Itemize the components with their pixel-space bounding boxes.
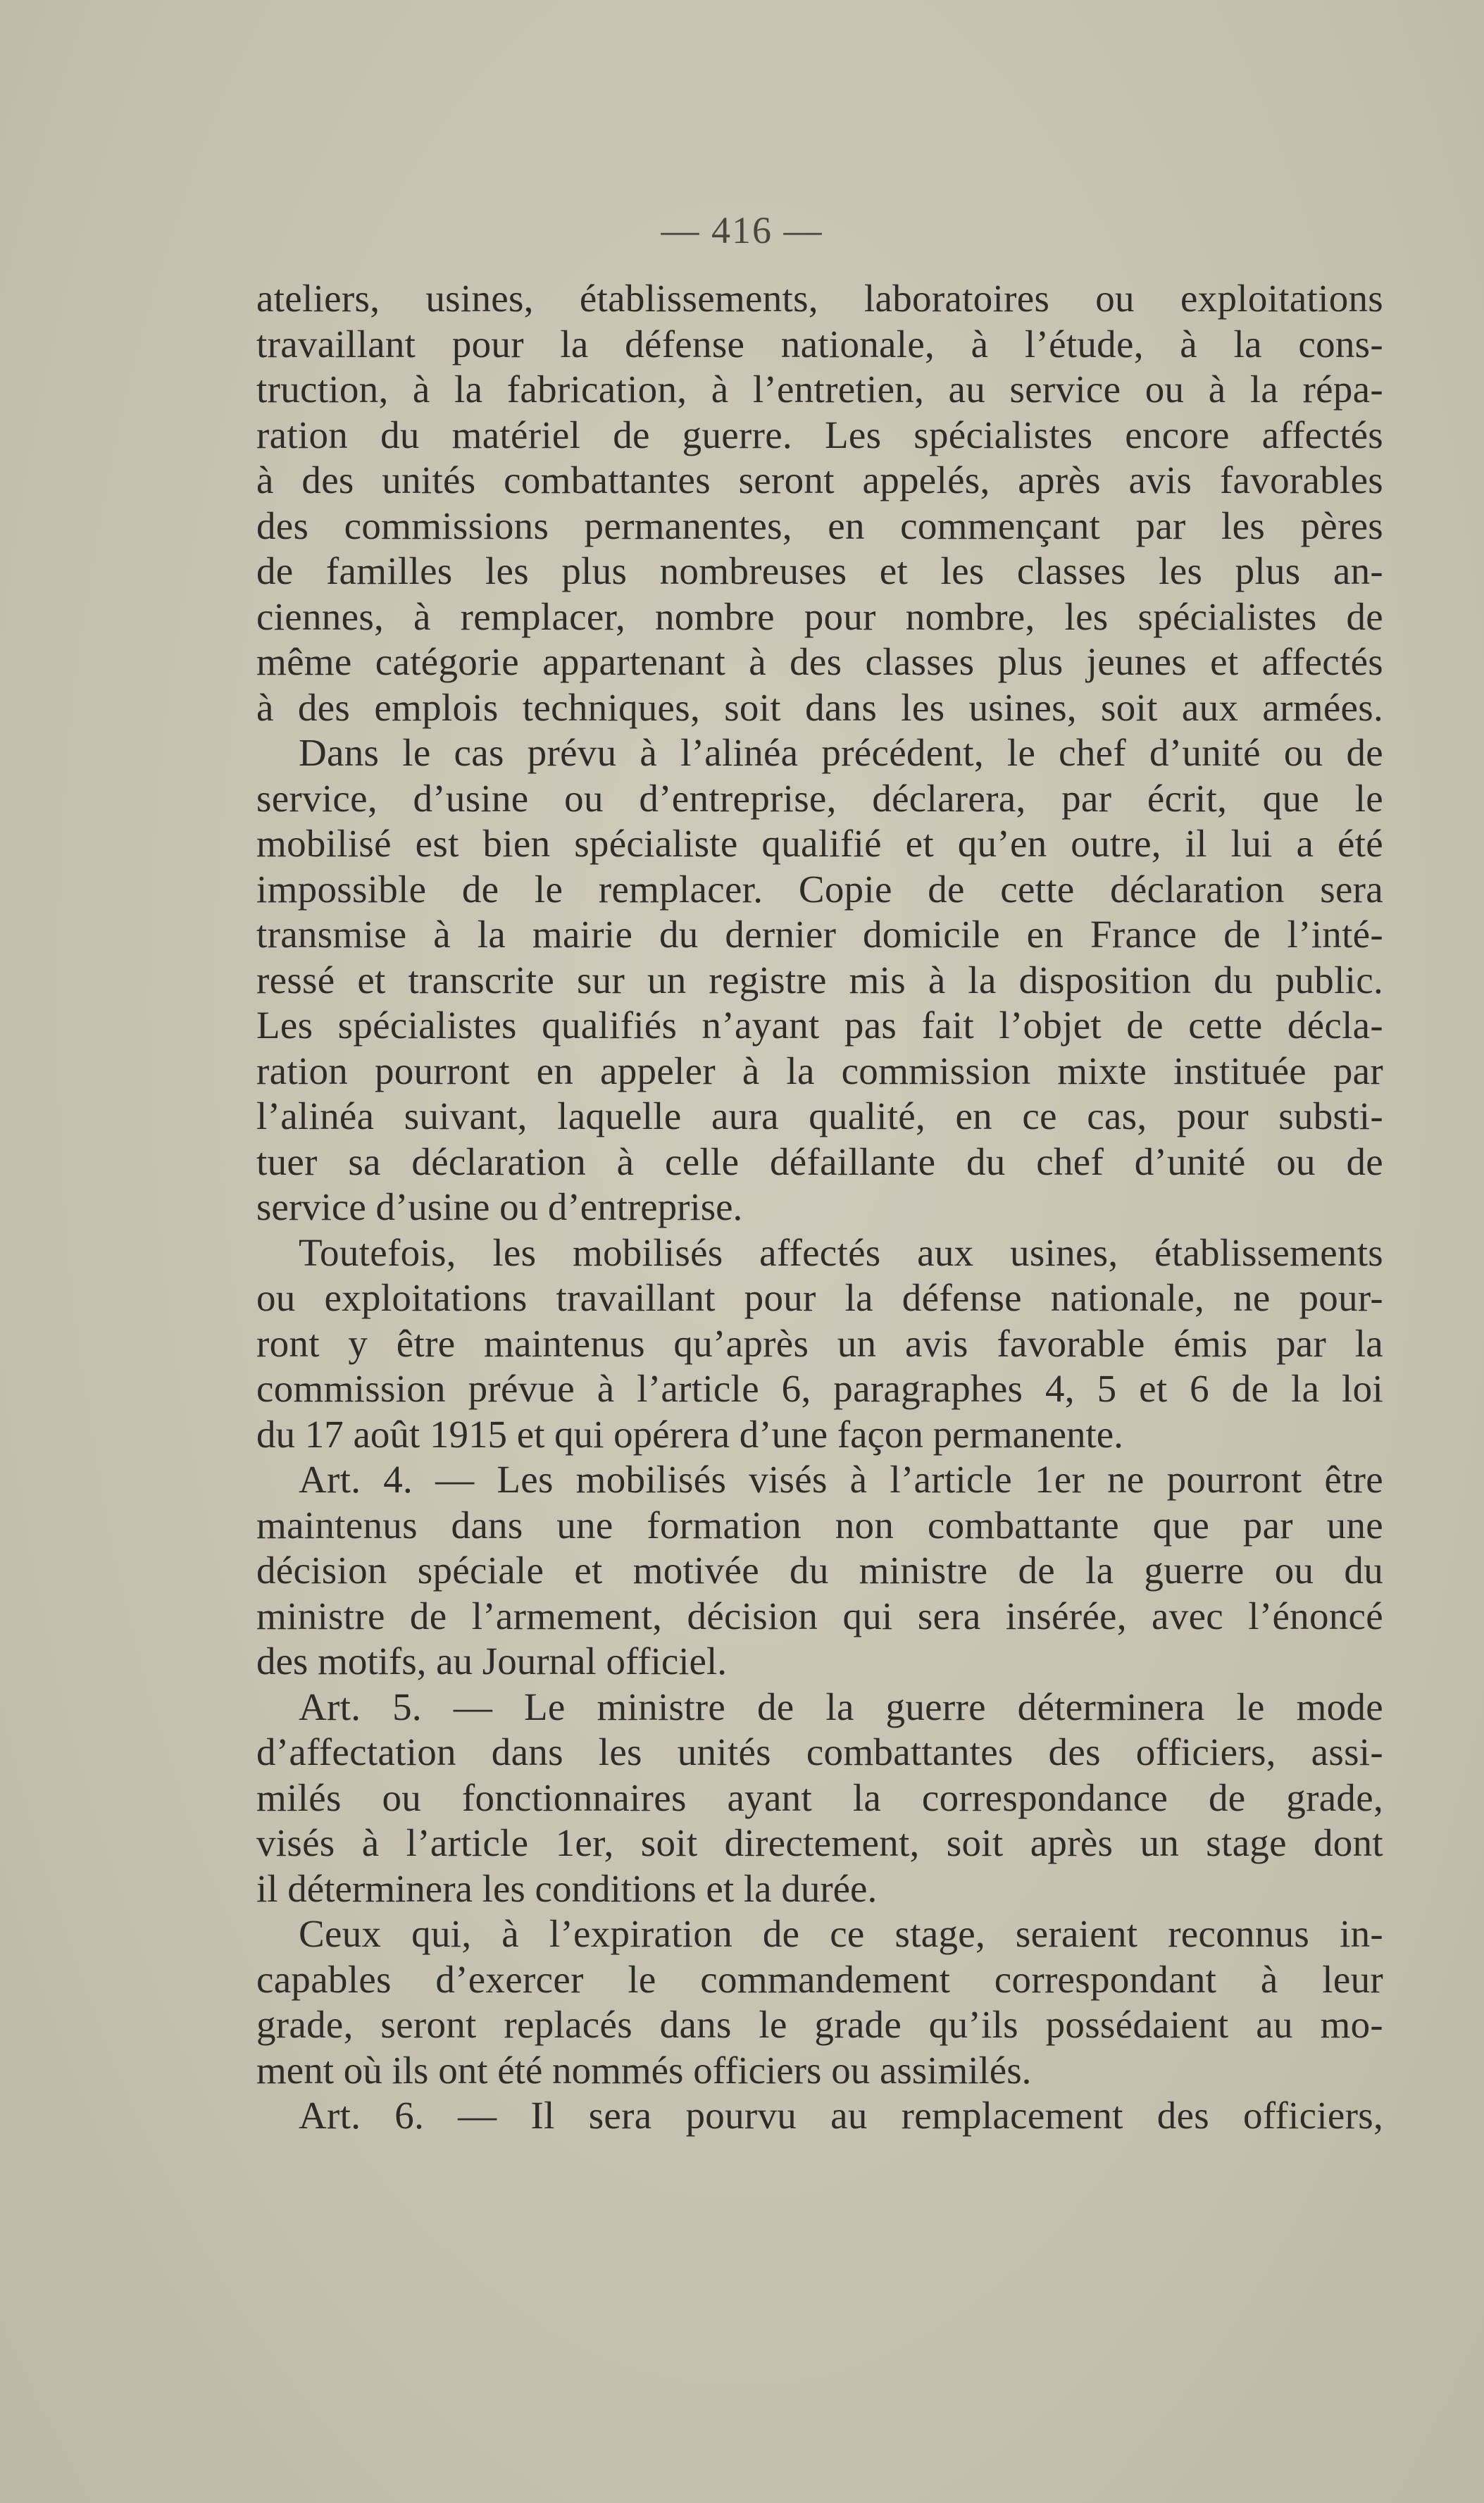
- text-line: décision spéciale et motivée du ministre de la guerre ou du: [256, 1549, 1383, 1592]
- text-line: ou exploitations travaillant pour la défense nationale, ne pour-: [256, 1276, 1383, 1319]
- body-text: [256, 276, 1383, 2139]
- text-line: ciennes, à remplacer, nombre pour nombre, les spécialistes de: [256, 594, 1383, 638]
- paragraph: [256, 1230, 1383, 1458]
- text-line: des commissions permanentes, en commençant par les pères: [256, 504, 1383, 547]
- page-number: — 416 —: [661, 209, 823, 251]
- text-line: maintenus dans une formation non combattante que par une: [256, 1503, 1383, 1547]
- paragraph: [256, 2093, 1383, 2139]
- text-line: impossible de le remplacer. Copie de cette déclaration sera: [256, 867, 1383, 911]
- text-line: ront y être maintenus qu’après un avis favorable émis par la: [256, 1321, 1383, 1365]
- text-line: Art. 5. — Le ministre de la guerre déterminera le mode: [299, 1685, 1383, 1728]
- paragraph: [256, 276, 1383, 730]
- text-line: ressé et transcrite sur un registre mis à la disposition du public.: [256, 958, 1383, 1001]
- text-line: Dans le cas prévu à l’alinéa précédent, le chef d’unité ou de: [299, 731, 1383, 774]
- text-line: l’alinéa suivant, laquelle aura qualité, en ce cas, pour substi-: [256, 1094, 1383, 1137]
- paragraph: [256, 1911, 1383, 2093]
- paragraph: [256, 1685, 1383, 1912]
- text-line: mobilisé est bien spécialiste qualifié et qu’en outre, il lui a été: [256, 822, 1383, 865]
- text-line: service d’usine ou d’entreprise.: [256, 1185, 743, 1228]
- text-line: à des emplois techniques, soit dans les usines, soit aux armées.: [256, 685, 1383, 729]
- text-line: il déterminera les conditions et la durée.: [256, 1866, 878, 1910]
- text-line: milés ou fonctionnaires ayant la correspondance de grade,: [256, 1775, 1383, 1819]
- text-line: à des unités combattantes seront appelés, après avis favorables: [256, 458, 1383, 501]
- paragraph: [256, 1457, 1383, 1685]
- text-line: Les spécialistes qualifiés n’ayant pas fait l’objet de cette décla-: [256, 1004, 1383, 1047]
- text-line: même catégorie appartenant à des classes plus jeunes et affectés: [256, 640, 1383, 683]
- paragraph: [256, 730, 1383, 1230]
- text-line: commission prévue à l’article 6, paragraphes 4, 5 et 6 de la loi: [256, 1367, 1383, 1410]
- text-line: tuer sa déclaration à celle défaillante du chef d’unité ou de: [256, 1140, 1383, 1183]
- text-line: des motifs, au Journal officiel.: [256, 1640, 728, 1683]
- text-line: du 17 août 1915 et qui opérera d’une façon permanente.: [256, 1412, 1123, 1456]
- text-line: ment où ils ont été nommés officiers ou assimilés.: [256, 2048, 1032, 2092]
- text-line: Art. 6. — Il sera pourvu au remplacement des officiers,: [299, 2094, 1383, 2137]
- text-line: grade, seront replacés dans le grade qu’ils possédaient au mo-: [256, 2003, 1383, 2046]
- text-line: Ceux qui, à l’expiration de ce stage, seraient reconnus in-: [299, 1912, 1383, 1955]
- text-line: Art. 4. — Les mobilisés visés à l’article 1er ne pourront être: [299, 1458, 1383, 1501]
- text-line: Toutefois, les mobilisés affectés aux usines, établissements: [299, 1230, 1383, 1274]
- text-line: ration pourront en appeler à la commission mixte instituée par: [256, 1049, 1383, 1092]
- text-line: de familles les plus nombreuses et les classes les plus an-: [256, 549, 1383, 592]
- text-line: capables d’exercer le commandement correspondant à leur: [256, 1957, 1383, 2001]
- text-line: transmise à la mairie du dernier domicile en France de l’inté-: [256, 913, 1383, 956]
- text-line: ration du matériel de guerre. Les spécialistes encore affectés: [256, 413, 1383, 456]
- text-line: d’affectation dans les unités combattantes des officiers, assi-: [256, 1730, 1383, 1773]
- text-line: service, d’usine ou d’entreprise, déclarera, par écrit, que le: [256, 776, 1383, 820]
- text-line: visés à l’article 1er, soit directement, soit après un stage dont: [256, 1821, 1383, 1864]
- text-line: ministre de l’armement, décision qui sera insérée, avec l’énoncé: [256, 1594, 1383, 1637]
- text-line: travaillant pour la défense nationale, à l’étude, à la cons-: [256, 322, 1383, 366]
- text-line: ateliers, usines, établissements, laboratoires ou exploitations: [256, 277, 1383, 320]
- text-line: truction, à la fabrication, à l’entretien, au service ou à la répa-: [256, 368, 1383, 411]
